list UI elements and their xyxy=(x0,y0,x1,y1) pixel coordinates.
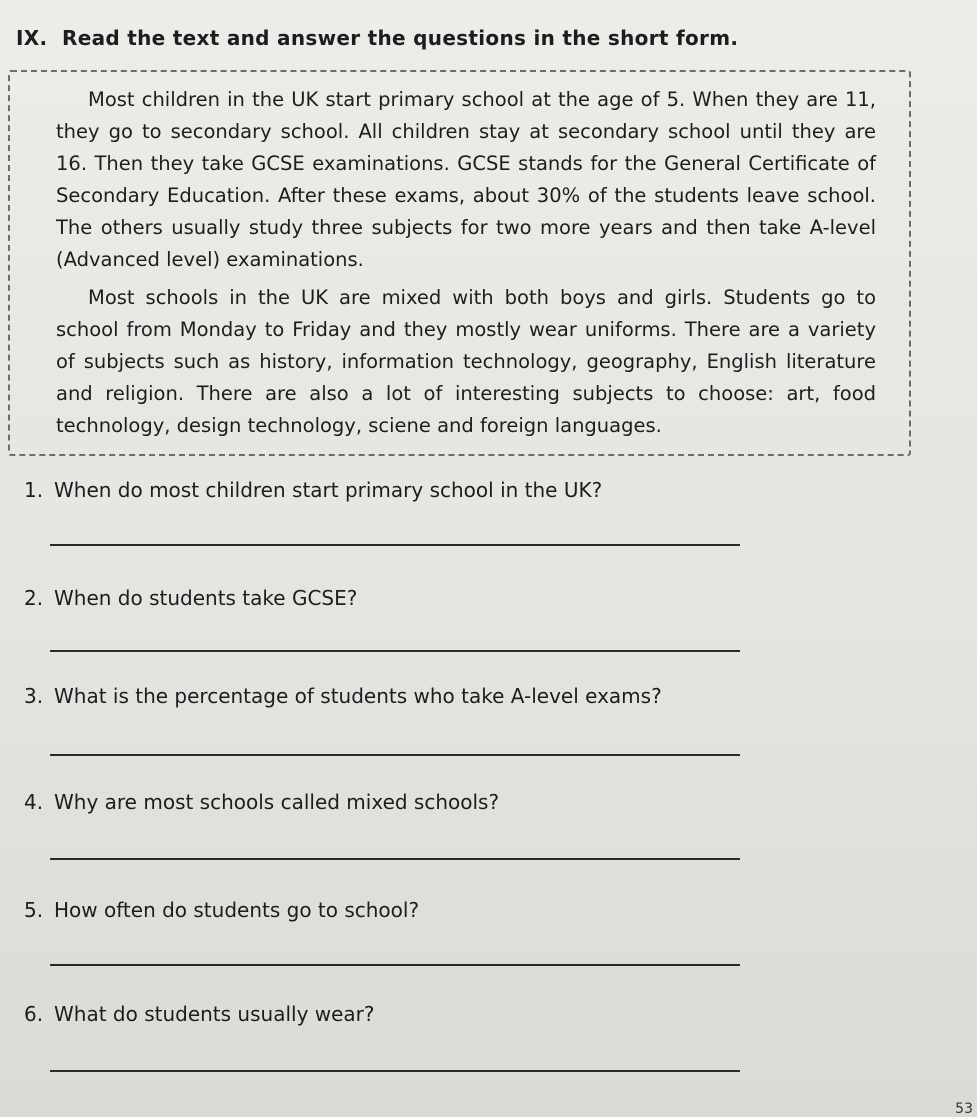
page-number: 53 xyxy=(955,1101,973,1117)
question-number: 5. xyxy=(24,898,44,922)
exercise-number: IX. xyxy=(16,26,48,50)
question-item xyxy=(24,478,602,502)
answer-line[interactable] xyxy=(50,858,740,860)
question-text: How often do students go to school? xyxy=(54,898,420,922)
answer-line[interactable] xyxy=(50,1070,740,1072)
question-text: Why are most schools called mixed schools? xyxy=(54,790,500,814)
question-number: 4. xyxy=(24,790,44,814)
answer-line[interactable] xyxy=(50,650,740,652)
question-item xyxy=(24,898,419,922)
question-text: What is the percentage of students who take A-level exams? xyxy=(54,684,662,708)
question-number: 3. xyxy=(24,684,44,708)
reading-paragraph: Most schools in the UK are mixed with both boys and girls. Students go to school from Monday to Friday and they mostly wear uniforms. There are a variety of subjects such as history, information technology, geography, English literature and religion. There are also a lot of interesting subjects to choose: art, food technology, design technology, sciene and foreign languages. xyxy=(56,286,876,437)
question-item xyxy=(24,684,662,708)
question-number: 6. xyxy=(24,1002,44,1026)
question-item xyxy=(24,586,357,610)
question-item xyxy=(24,1002,375,1026)
question-item xyxy=(24,790,499,814)
exercise-instruction: Read the text and answer the questions in the short form. xyxy=(62,26,739,50)
reading-paragraph: Most children in the UK start primary school at the age of 5. When they are 11, they go to secondary school. All children stay at secondary school until they are 16. Then they take GCSE examinations. GCSE stands for the General Certificate of Secondary Education. After these exams, about 30% of the students leave school. The others usually study three subjects for two more years and then take A-level (Advanced level) examinations. xyxy=(56,88,876,271)
question-text: What do students usually wear? xyxy=(54,1002,375,1026)
answer-line[interactable] xyxy=(50,754,740,756)
question-number: 1. xyxy=(24,478,44,502)
question-text: When do students take GCSE? xyxy=(54,586,358,610)
question-number: 2. xyxy=(24,586,44,610)
answer-line[interactable] xyxy=(50,544,740,546)
question-text: When do most children start primary school in the UK? xyxy=(54,478,603,502)
exercise-heading xyxy=(16,26,738,50)
answer-line[interactable] xyxy=(50,964,740,966)
